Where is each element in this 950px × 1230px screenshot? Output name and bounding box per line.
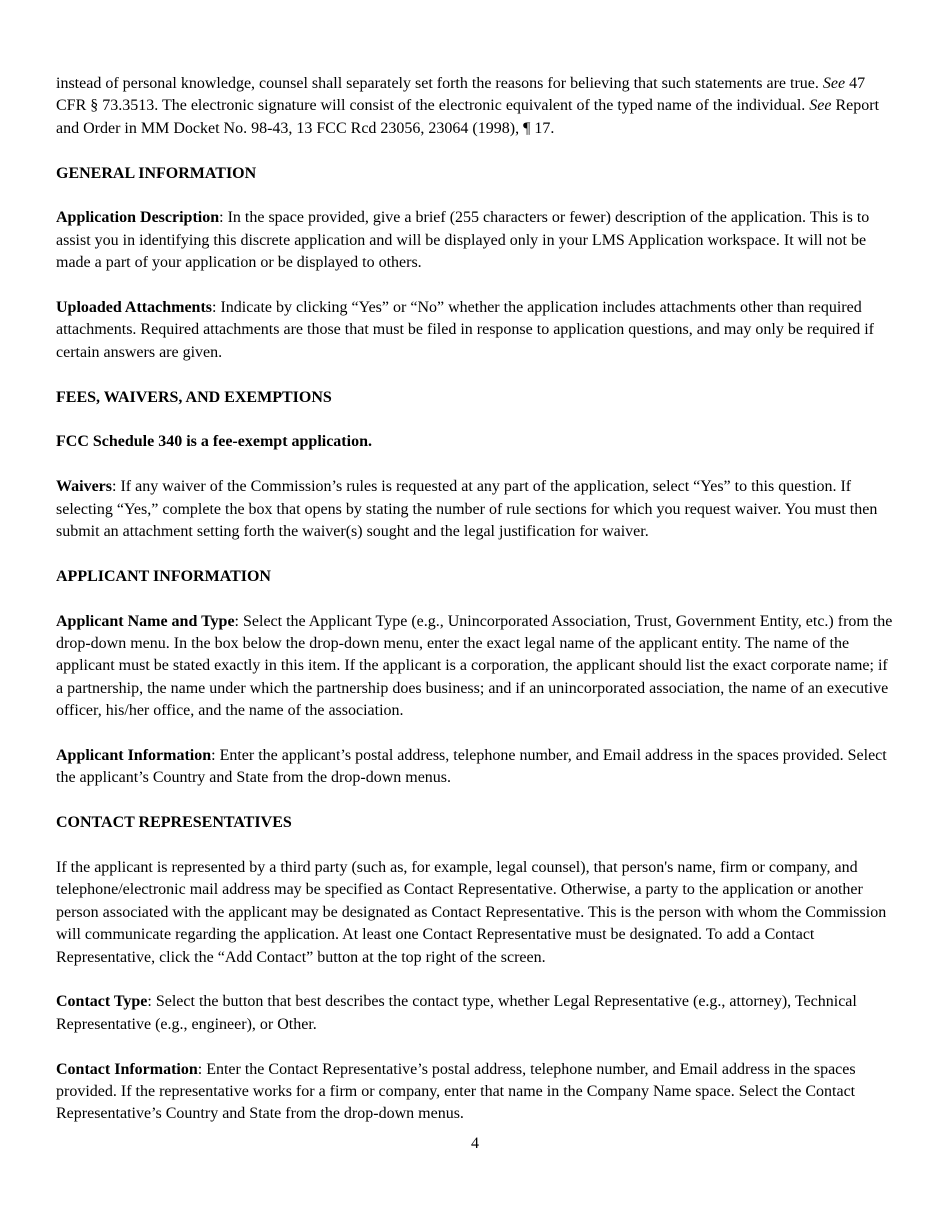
- section-heading-contact: CONTACT REPRESENTATIVES: [56, 814, 292, 832]
- uploaded-attachments-text: : Indicate by clicking “Yes” or “No” whether the application includes attachments other than required attachments. Required attachments are those that must be filed in response to application questions, and may only be required if certain answers are given.: [56, 299, 874, 361]
- application-description-term: Application Description: [56, 209, 220, 227]
- waivers-text: : If any waiver of the Commission’s rules is requested at any part of the application, select “Yes” to this question. If selecting “Yes,” complete the box that opens by stating the number of rule sections for which you request waiver. You must then submit an attachment setting forth the waiver(s) sought and the legal justification for waiver.: [56, 478, 878, 541]
- applicant-name-type-paragraph: [56, 611, 898, 723]
- contact-information-term: Contact Information: [56, 1060, 198, 1078]
- applicant-information-term: Applicant Information: [56, 747, 212, 765]
- waivers-paragraph: [56, 476, 898, 543]
- uploaded-attachments-paragraph: [56, 297, 898, 364]
- contact-information-text: : Enter the Contact Representative’s postal address, telephone number, and Email address in the spaces provided. If the representative works for a firm or company, enter that name in the Company Name space. Select the Contact Representative’s Country and State from the drop-down menus.: [56, 1060, 856, 1123]
- page-number: 4: [471, 1135, 479, 1152]
- section-heading-applicant: APPLICANT INFORMATION: [56, 567, 271, 585]
- intro-text-1: instead of personal knowledge, counsel shall separately set forth the reasons for believing that such statements are true.: [56, 75, 823, 92]
- applicant-name-type-term: Applicant Name and Type: [56, 612, 235, 630]
- document-page: [56, 73, 898, 1126]
- section-heading-fees: FEES, WAIVERS, AND EXEMPTIONS: [56, 388, 332, 406]
- uploaded-attachments-term: Uploaded Attachments: [56, 299, 213, 317]
- see-citation-1: See: [822, 75, 846, 92]
- contact-type-text: : Select the button that best describes the contact type, whether Legal Representative (e.g., attorney), Technical Representative (e.g., engineer), or Other.: [56, 993, 857, 1033]
- section-heading-general: GENERAL INFORMATION: [56, 164, 257, 182]
- see-citation-2: See: [809, 97, 832, 115]
- application-description-paragraph: [56, 207, 898, 274]
- application-description-text: : In the space provided, give a brief (255 characters or fewer) description of the application. This is to assist you in identifying this discrete application and will be displayed only in your LMS Application workspace. It will not be made a part of your application or be displayed to others.: [56, 209, 870, 272]
- intro-text-3: Report and Order in MM Docket No. 98-43, 13 FCC Rcd 23056, 23064 (1998), ¶ 17.: [56, 97, 880, 137]
- applicant-information-text: : Enter the applicant’s postal address, telephone number, and Email address in the spaces provided. Select the applicant’s Country and State from the drop-down menus.: [56, 747, 887, 787]
- intro-text-2: 47 CFR § 73.3513. The electronic signature will consist of the electronic equivalent of the typed name of the individual.: [56, 75, 866, 115]
- contact-information-paragraph: [56, 1059, 898, 1126]
- intro-paragraph: [56, 73, 898, 140]
- contact-type-term: Contact Type: [56, 993, 148, 1011]
- contact-type-paragraph: [56, 991, 898, 1036]
- contact-intro-paragraph: If the applicant is represented by a third party (such as, for example, legal counsel), that person's name, firm or company, and telephone/electronic mail address may be specified as Contact Representative. Otherwise, a party to the application or another person associated with the applicant may be designated as Contact Representative. This is the person with whom the Commission will communicate regarding the application. At least one Contact Representative must be designated. To add a Contact Representative, click the “Add Contact” button at the top right of the screen.: [56, 859, 887, 966]
- applicant-information-paragraph: [56, 745, 898, 790]
- applicant-name-type-text: : Select the Applicant Type (e.g., Unincorporated Association, Trust, Government Entity, etc.) from the drop-down menu. In the box below the drop-down menu, enter the exact legal name of the applicant entity. The name of the applicant must be stated exactly in this item. If the applicant is a corporation, the applicant should list the exact corporate name; if a partnership, the name under which the partnership does business; and if an unincorporated association, the name of an executive officer, his/her office, and the name of the association.: [56, 612, 893, 720]
- waivers-term: Waivers: [56, 478, 112, 496]
- fee-exempt-note: FCC Schedule 340 is a fee-exempt application.: [56, 433, 372, 451]
